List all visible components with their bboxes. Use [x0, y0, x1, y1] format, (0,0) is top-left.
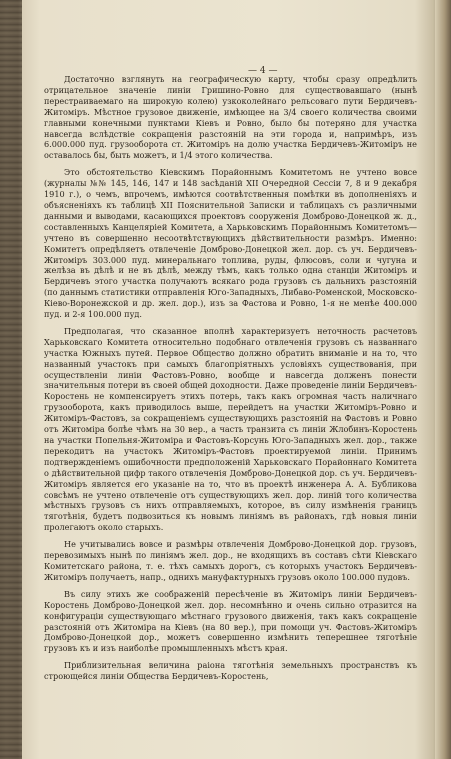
paragraph-3: Предполагая, что сказанное вполнѣ характеризуетъ неточность расчетовъ Харьковскаго Комитета относительно подобнаго отвлеченія грузовъ съ названнаго участка Южныхъ путей. Первое Общество должно обратить вниманіе и на то, что названный участокъ при самыхъ благопріятныхъ условіяхъ существованія, при осуществленіи линіи Фастовъ-Ровно, вообще и навсегда долженъ понести значительныя потери въ своей общей доходности. Даже проведеніе линіи Бердичевъ-Коростень не компенсируетъ этихъ потерь, такъ какъ огромная часть наличнаго грузооборота, какъ приводилось выше, перейдетъ на участки Житоміръ-Ровно и Житоміръ-Фастовъ, за сокращеніемъ существующихъ разстояній на Фастовъ и Ровно отъ Житоміра болѣе чѣмъ на 30 вер., а часть транзита съ линіи Жлобинъ-Коростень на участки Попельня-Житоміра и Фастовъ-Корсунь Юго-Западныхъ жел. дор., также перекодитъ на участокъ Житоміръ-Фастовъ проектируемой линіи. Принимъ подтвержденіемъ ошибочности предположеній Харьковскаго Порайоннаго Комитета о дѣйствительной цифр такого отвлеченія Домброво-Донецкой дор. съ уч. Бердичевъ-Житоміръ является его указаніе на то, что въ проектѣ инженера А. А. Бубликова совсѣмъ не учтено отвлеченіе отъ существующихъ жел. дор. линій того количества мѣстныхъ грузовъ съ нихъ отправляемыхъ, которое, въ силу измѣненія границъ тяготѣнія, будетъ подвозиться къ новымъ линіямъ въ районахъ, гдѣ новыя линіи пролегаютъ около старыхъ.	[44, 325, 417, 533]
paragraph-1: Достаточно взглянуть на географическую карту, чтобы сразу опредѣлить отрицательное значеніе линіи Гришино-Ровно для существовавшаго (нынѣ перестраиваемаго на широкую колею) узкоколейнаго рельсоваго пути Бердичевъ-Житоміръ. Мѣстное грузовое движеніе, имѣющее на 3/4 своего количества своими главными конечными пунктами Кіевъ и Ровно, было бы потеряно для участка навсегда вслѣдствіе сокращенія разстояній на эти города и, напримѣръ, изъ 6.000.000 пуд. грузооборота ст. Житоміръ на долю участка Бердичевъ-Житоміръ не оставалось бы, быть можетъ, и 1/4 этого количества.	[44, 74, 417, 161]
paragraph-6: Приблизительная величина раіона тяготѣнія земельныхъ пространствъ къ строющейся линіи Общества Бердичевъ-Коростень,	[44, 660, 417, 682]
page-number: — 4 —	[248, 66, 278, 76]
document-body	[44, 60, 417, 688]
book-spine-edge	[0, 0, 22, 759]
paragraph-4: Не учитывались вовсе и размѣры отвлеченія Домброво-Донецкой дор. грузовъ, перевозимыхъ нынѣ по линіямъ жел. дор., не входящихъ въ составъ сѣти Кіевскаго Комитетскаго района, т. е. тѣхъ самыхъ дорогъ, съ которыхъ участокъ Бердичевъ-Житоміръ получаетъ, напр., однихъ мануфактурныхъ грузовъ около 100.000 пудовъ.	[44, 539, 417, 582]
paragraph-2: Это обстоятельство Кіевскимъ Порайоннымъ Комитетомъ не учтено вовсе (журналы №№ 145, 146, 147 и 148 засѣданій XII Очередной Сессіи 7, 8 и 9 декабря 1910 г.), о чемъ, впрочемъ, имѣются соотвѣтственныя помѣтки въ дополненіяхъ и объясненіяхъ къ таблицѣ XII Пояснительной Записки и таблицахъ съ различными данными и выводами, касающихся проектовъ сооруженія Домброво-Донецкой ж. д., составленныхъ Канцеляріей Комитета, а Харьковскимъ Порайоннымъ Комитетомъ—учтено въ совершенно несоотвѣтствующихъ дѣйствительности размѣръ. Именно: Комитетъ опредѣляетъ отвлеченіе Домброво-Донецкой жел. дор. съ уч. Бердичевъ-Житоміръ 303.000 пуд. минеральнаго топлива, руды, флюсовъ, соли и чугуна и желѣза въ дѣлѣ и не въ дѣлѣ, между тѣмъ, какъ только одна станціи Житоміръ и Бердичевъ этого участка получаютъ всякаго рода грузовъ съ дальнихъ разстояній (по даннымъ статистики отправленія Юго-Западныхъ, Либаво-Роменской, Московско-Кіево-Воронежской и др. жел. дор.), изъ за Фастова и Ровно, 1-я не менѣе 400.000 пуд. и 2-я 100.000 пуд.	[44, 167, 418, 320]
paragraph-5: Въ силу этихъ же соображеній пересѣченіе въ Житоміръ линіи Бердичевъ-Коростень Домброво-Донецкой жел. дор. несомнѣнно и очень сильно отразится на конфигураціи существующаго мѣстнаго грузового движенія, такъ какъ сокращеніе разстояній отъ Житоміра на Кіевъ (на 80 вер.), при помощи уч. Фастовъ-Житоміръ Домброво-Донецкой дор., можетъ совершенно измѣнить теперешнее тяготѣніе грузовъ къ и изъ наиболѣе промышленныхъ мѣстъ края.	[44, 588, 417, 654]
page-right-edge	[435, 0, 451, 759]
